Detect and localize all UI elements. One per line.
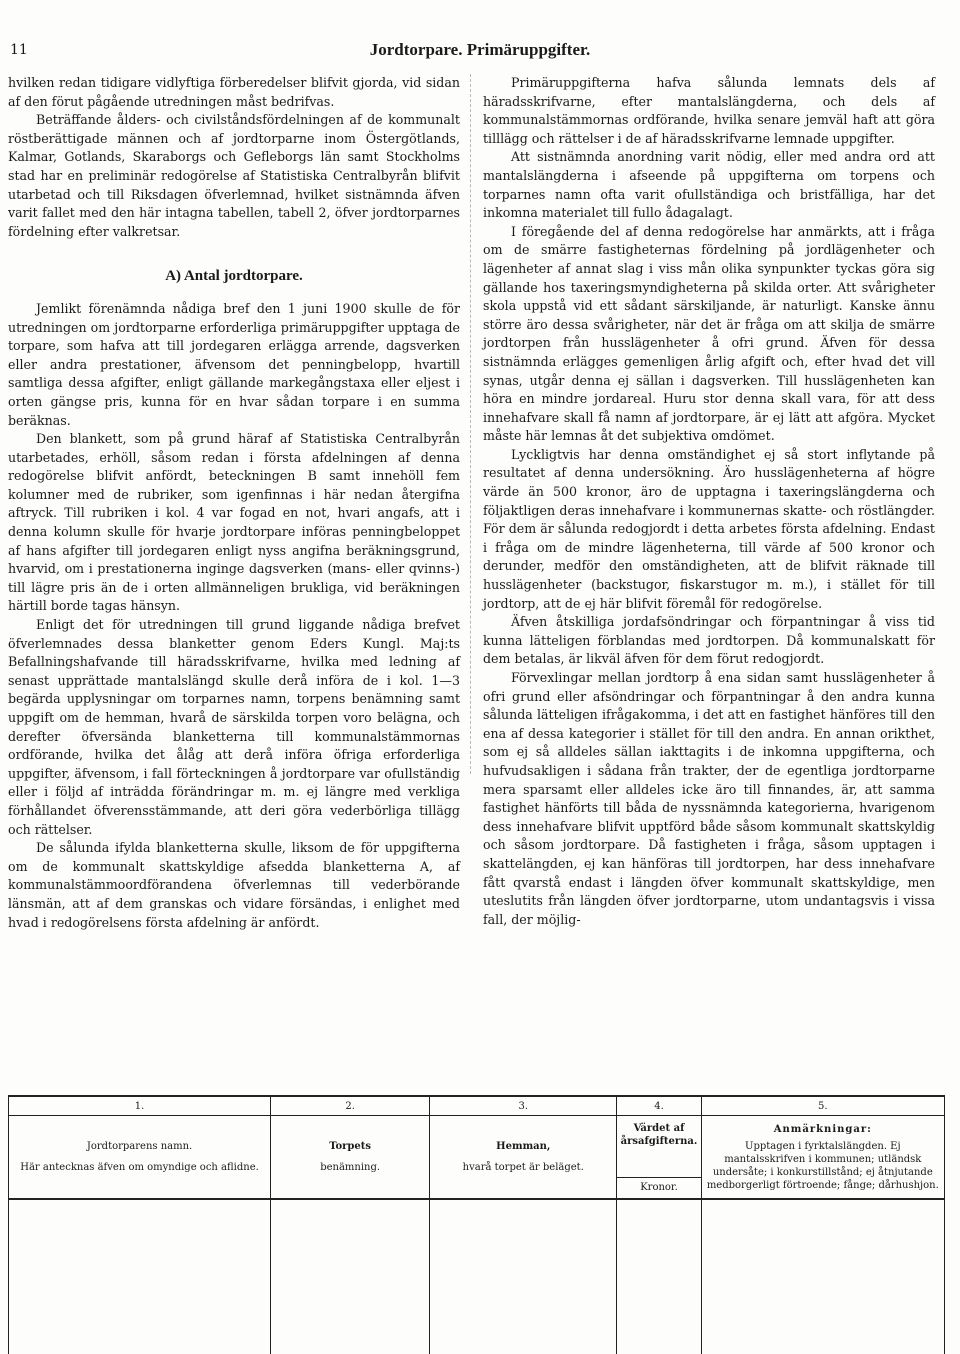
column-subheading: Upptagen i fyrktalslängden. Ej mantalsskrifven i kommunen; utländsk undersåte; i konkurstillstånd; ej åtnjutande medborgerligt förtroende; fånge; dårhushjon.	[706, 1140, 939, 1191]
paragraph: Äfven åtskilliga jordafsöndringar och förpantningar å viss tid kunna lätteligen förblandas med jordtorpen. Då kommunalskatt för dem betalas, är likväl äfven för dem förut redogjordt.	[483, 614, 935, 667]
column-subheading: Kronor.	[617, 1177, 700, 1196]
column-header-value	[617, 1116, 701, 1200]
column-subheading: benämning.	[320, 1162, 381, 1173]
paragraph: hvilken redan tidigare vidlyftiga förberedelser blifvit gjorda, vid sidan af den förut pågående utredningen måst bedrifvas.	[8, 75, 460, 109]
paragraph: Enligt det för utredningen till grund liggande nådiga brefvet öfverlemnades dessa blanketter genom Eders Kungl. Maj:ts Befallningshafvande till häradsskrifvarne, hvilka med ledning af senast upprättade mantalslängd skulle derå införa de i kol. 1—3 begärda upplysningar om torparnes namn, torpens benämning samt uppgift om de hemman, hvarå de särskilda torpen voro belägna, och derefter öfversända blanketterna till kommunalstämmornas ordförande, hvilka det ålåg att derå införa öfriga erforderliga uppgifter, äfvensom, i fall förteckningen å jordtorpare var ofullständig eller i följd af inträdda förändringar m. m. ej längre med verkliga förhållandet öfverensstämmande, att deri göra vederbörliga tillägg och rättelser.	[8, 617, 460, 837]
column-subheading: hvarå torpet är beläget.	[462, 1162, 584, 1173]
section-heading: A) Antal jordtorpare.	[165, 268, 303, 285]
column-divider	[470, 74, 471, 774]
paragraph: Den blankett, som på grund häraf af Statistiska Centralbyrån utarbetades, erhöll, såsom redan i första afdelningen af denna redogörelse blifvit anfördt, beteckningen B samt innehöll fem kolumner med de rubriker, som igenfinnas i här nedan återgifna aftryck. Till rubriken i kol. 4 var fogad en not, hvari angafs, att i denna kolumn skulle för hvarje jordtorpare införas penningbeloppet af hans afgifter till jordegaren enligt nyss angifna beräkningsgrund, hvarvid, om i prestationerna inginge dagsverken (mans- eller qvinns-) till lägre pris än de i orten allmänneligen brukliga, vid beräkningen härtill borde tagas hänsyn.	[8, 431, 460, 614]
paragraph: De sålunda ifylda blanketterna skulle, liksom de för uppgifterna om de kommunalt skattskyldige afsedda blanketterna A, af kommunalstämmoordförandena öfverlemnas till vederbörande länsmän, att af dem granskas och vidare försändas, i enlighet med hvad i redogörelsens första afdelning är anfördt.	[8, 840, 460, 930]
column-header-torp	[271, 1116, 430, 1200]
column-subheading: Här antecknas äfven om omyndige och aflidne.	[20, 1162, 259, 1173]
column-heading: Torpets	[329, 1141, 372, 1152]
paragraph: Lyckligtvis har denna omständighet ej så stort inflytande på resultatet af denna undersökning. Äro husslägenheterna af högre värde än 500 kronor, äro de upptagna i taxeringslängderna och följaktligen deras innehafvare i kommunernas skatte- och röstlängder. För dem är sålunda redogjordt i detta arbetes första afdelning. Endast i fråga om de mindre lägenheterna, till värde af 500 kronor och derunder, medför den omständigheten, att de blifvit räknade till husslägenheter (backstugor, fiskarstugor m. m.), i stället för till jordtorp, att de ej här blifvit föremål för redogörelse.	[483, 446, 935, 611]
paragraph: I föregående del af denna redogörelse har anmärkts, att i fråga om de smärre fastigheternas fördelning på jordlägenheter och lägenheter af annat slag i viss mån olika synpunkter tyckas göra sig gällande hos taxeringsmyndigheterna på skilda orter. Att svårigheter skola uppstå vid ett sådant särskiljande, är naturligt. Kanske ännu större äro dessa svårigheter, när det är fråga om att skilja de smärre jordtorpen från husslägenheter å ofri grund. Äfven för dessa sistnämnda erlägges gemenligen årlig afgift och, efter hvad det vill synas, utgår denna ej sällan i dagsverken. Till husslägenheten kan höra en mindre jordareal. Huru stor denna skall vara, för att dess innehafvare skall få namn af jordtorpare, är ej lätt att afgöra. Mycket måste här lemnas åt det subjektiva omdömet.	[483, 223, 935, 444]
blank-cell	[617, 1199, 701, 1354]
paragraph: Beträffande ålders- och civilståndsfördelningen af de kommunalt röstberättigade männen och af jordtorparne inom Östergötlands, Kalmar, Gotlands, Skaraborgs och Gefleborgs län samt Stockholms stad har en preliminär redogörelse af Statistiska Centralbyrån blifvit utarbetad och till Riksdagen öfverlemnad, hvilket sistnämnda äfven varit fallet med den här intagna tabellen, tabell 2, öfver jordtorparnes fördelning efter valkretsar.	[8, 112, 460, 239]
left-column	[8, 74, 460, 932]
paragraph: Att sistnämnda anordning varit nödig, eller med andra ord att mantalslängderna i afseende på uppgifterna om torpens och torparnes namn ofta varit ofullständiga och bristfälliga, har det inkomna materialet till fullo ådagalagt.	[483, 149, 935, 221]
paragraph: Primäruppgifterna hafva sålunda lemnats dels af häradsskrifvarne, efter mantalslängderna, och dels af kommunalstämmornas ordförande, hvilka senare jemväl haft att göra tilllägg och rättelser i de af häradsskrifvarne lemnade uppgifter.	[483, 75, 935, 146]
column-number: 2.	[271, 1097, 430, 1116]
column-header-torpare-name	[9, 1116, 271, 1200]
column-heading: Jordtorparens namn.	[86, 1141, 193, 1152]
blank-cell	[430, 1199, 617, 1354]
paragraph: Förvexlingar mellan jordtorp å ena sidan samt husslägenheter å ofri grund eller afsöndringar och förpantningar å den andra kunna sålunda lätteligen ifrågakomma, i det att en fastighet hänföres till den ena af dessa kategorier i stället för till den andra. En annan orikthet, som ej så alldeles sällan iakttagits i de inkomna uppgifterna, och hufvudsakligen i sådana från trakter, der de egentliga jordtorparne mera sparsamt eller alldeles icke äro till finnandes, är, att samma fastighet hänförts till båda de nyssnämnda kategorierna, hvarigenom dess innehafvare blifvit upptförd både såsom kommunalt skattskyldig och såsom jordtorpare. Då fastigheten i fråga, såsom upptagen i skattelängden, ej kan hänföras till jordtorpen, har dess innehafvare fått qvarstå endast i längden öfver kommunalt skattskyldige, men uteslutits från längden öfver jordtorparne, utom undantagsvis i vissa fall, der möjlig-	[483, 670, 935, 927]
column-heading: Värdet af årsafgifterna.	[620, 1123, 698, 1147]
column-header-remarks	[701, 1116, 944, 1200]
column-heading: Hemman,	[496, 1141, 551, 1152]
running-title: Jordtorpare. Primäruppgifter.	[369, 40, 591, 59]
column-heading: Anmärkningar:	[773, 1123, 872, 1135]
column-number: 1.	[9, 1097, 271, 1116]
right-column	[483, 74, 935, 929]
column-number: 5.	[701, 1097, 944, 1116]
column-header-hemman	[430, 1116, 617, 1200]
paragraph: Jemlikt förenämnda nådiga bref den 1 juni 1900 skulle de för utredningen om jordtorparne erforderliga primäruppgifter upptaga de torpare, som hafva att till jordegaren erlägga arrende, dagsverken eller andra prestationer, äfvensom det penningbelopp, hvartill samtliga dessa afgifter, enligt gällande markegångstaxa eller eljest i orten gängse pris, kunna för en hvar sådan torpare i en summa beräknas.	[8, 300, 460, 428]
blank-cell	[271, 1199, 430, 1354]
blank-form-table	[8, 1095, 945, 1354]
page-number: 11	[10, 42, 28, 58]
column-number: 3.	[430, 1097, 617, 1116]
blank-cell	[9, 1199, 271, 1354]
blank-cell	[701, 1199, 944, 1354]
column-number: 4.	[617, 1097, 701, 1116]
